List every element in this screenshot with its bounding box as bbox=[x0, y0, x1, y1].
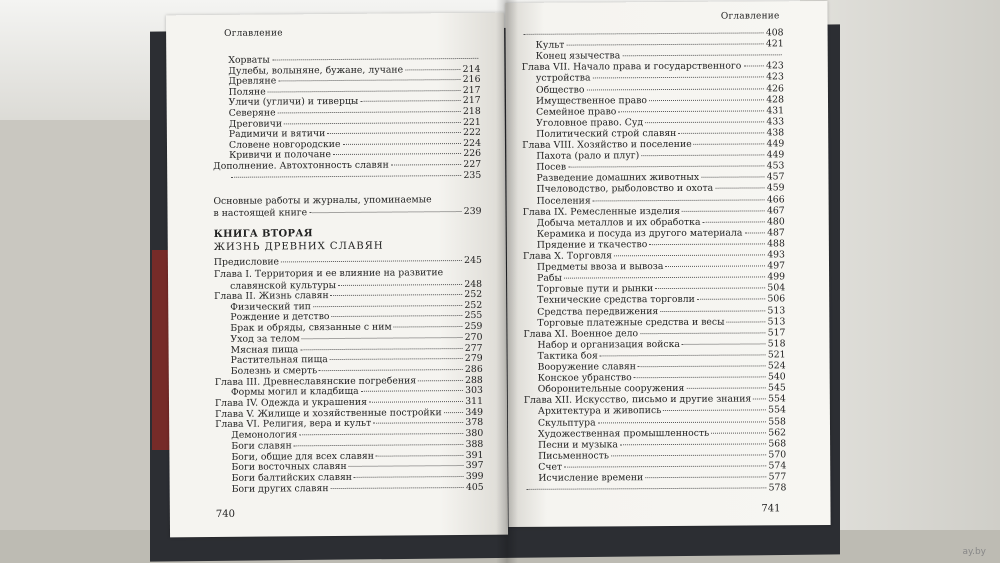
toc-entry-title: Письменность bbox=[538, 450, 609, 462]
toc-entry-page: 480 bbox=[766, 215, 785, 228]
leader-dots bbox=[701, 177, 765, 178]
toc-entry-page: 499 bbox=[767, 271, 786, 283]
toc-entry-title: Культ bbox=[535, 39, 565, 51]
toc-entry-page: 311 bbox=[465, 395, 484, 407]
leader-dots bbox=[686, 388, 766, 389]
toc-entry-page: 391 bbox=[465, 449, 484, 461]
leader-dots bbox=[373, 422, 463, 424]
toc-entry-page: 518 bbox=[767, 338, 786, 350]
toc-entry-page: 433 bbox=[766, 116, 785, 128]
toc-entry-page: 218 bbox=[462, 105, 481, 118]
toc-entry-page: 513 bbox=[767, 315, 786, 327]
leader-dots bbox=[349, 465, 464, 467]
toc-entry-title: Словене новгородские bbox=[228, 138, 341, 151]
toc-entry-title: Прядение и ткачество bbox=[536, 239, 648, 251]
leader-dots bbox=[278, 79, 461, 81]
leader-dots bbox=[564, 277, 765, 279]
toc-entry-title: Глава VIII. Хозяйство и поселение bbox=[522, 138, 692, 151]
toc-entry-title: Глава V. Жилище и хозяйственные постройки bbox=[215, 406, 442, 420]
toc-entry-title: Глава III. Древнеславянские погребения bbox=[214, 374, 417, 388]
toc-entry-title: Рабы bbox=[537, 272, 562, 284]
toc-entry bbox=[232, 481, 484, 495]
toc-entry-title: Дреговичи bbox=[228, 118, 283, 130]
leader-dots bbox=[727, 321, 766, 322]
toc-entry-title: Боги, общие для всех славян bbox=[231, 450, 374, 463]
leader-dots bbox=[593, 77, 765, 79]
leader-dots bbox=[645, 476, 766, 478]
toc-entry-title: Глава VI. Религия, вера и культ bbox=[215, 418, 372, 431]
preface-entry: Предисловие 245 bbox=[213, 254, 482, 268]
leader-dots bbox=[566, 44, 763, 46]
leader-dots bbox=[586, 88, 764, 90]
left-folio: 740 bbox=[215, 508, 236, 520]
leader-dots bbox=[697, 299, 766, 300]
leader-dots bbox=[405, 69, 461, 70]
toc-entry-page: 221 bbox=[463, 116, 481, 128]
toc-entry-page: 517 bbox=[767, 326, 786, 339]
toc-entry-title: Исчисление времени bbox=[538, 472, 644, 484]
toc-entry-title: Глава IX. Ремесленные изделия bbox=[522, 205, 681, 218]
toc-entry-page: 504 bbox=[767, 282, 786, 294]
toc-entry-page: 493 bbox=[767, 249, 785, 261]
toc-entry-title: Оборонительные сооружения bbox=[537, 383, 685, 395]
toc-entry-page: 421 bbox=[765, 38, 784, 50]
toc-entry-page: 399 bbox=[465, 470, 484, 482]
leader-dots bbox=[394, 326, 463, 328]
toc-entry-page: 431 bbox=[766, 104, 785, 117]
toc-entry-page: 216 bbox=[462, 74, 481, 86]
toc-entry-page: 303 bbox=[465, 385, 483, 397]
toc-entry-page: 423 bbox=[766, 71, 784, 83]
toc-entry-title: Тактика боя bbox=[537, 350, 598, 362]
toc-entry-page: 217 bbox=[462, 95, 481, 107]
toc-entry-title: Конец язычества bbox=[535, 50, 621, 62]
toc-entry-title: Вооружение славян bbox=[537, 361, 636, 373]
works-line-1: Основные работы и журналы, упоминаемые bbox=[213, 194, 432, 207]
left-running-head: Оглавление bbox=[224, 28, 283, 39]
toc-entry-title: Разведение домашних животных bbox=[536, 172, 700, 185]
toc-entry-title: Глава II. Жизнь славян bbox=[214, 290, 329, 302]
toc-entry-page: 554 bbox=[768, 404, 786, 416]
toc-entry-page: 378 bbox=[465, 417, 484, 429]
leader-dots bbox=[299, 433, 463, 435]
toc-entry-title: Радимичи и вятичи bbox=[228, 128, 326, 141]
toc-entry-page: 380 bbox=[465, 427, 484, 440]
toc-entry-page: 428 bbox=[766, 93, 785, 105]
right-page bbox=[505, 1, 830, 527]
chapter-1-line-2: славянской культуры 248 bbox=[230, 278, 483, 292]
toc-entry-page: 459 bbox=[766, 182, 785, 194]
toc-entry-title: Технические средства торговли bbox=[537, 294, 695, 307]
toc-entry-title: Болезнь и смерть bbox=[230, 365, 318, 377]
leader-dots bbox=[622, 54, 781, 56]
toc-entry-title: Скульптура bbox=[537, 416, 596, 429]
toc-entry-title: Формы могил и кладбища bbox=[230, 386, 359, 399]
toc-entry-page: 562 bbox=[768, 426, 787, 438]
toc-entry-page: 545 bbox=[767, 382, 786, 394]
leader-dots bbox=[634, 376, 766, 378]
leader-dots bbox=[645, 121, 764, 123]
toc-entry-title: устройства bbox=[535, 72, 591, 85]
leader-dots bbox=[743, 66, 764, 67]
toc-entry-page: 540 bbox=[767, 371, 786, 383]
toc-entry-page: 252 bbox=[464, 299, 483, 311]
leader-dots bbox=[620, 443, 766, 445]
toc-entry-title: Дулебы, волыняне, бужане, лучане bbox=[228, 64, 404, 77]
toc-entry-title: Торговые пути и рынки bbox=[537, 283, 654, 296]
chapter-1-line-1: Глава I. Территория и ее влияние на развитие bbox=[213, 267, 444, 280]
toc-entry-page: 554 bbox=[768, 393, 786, 405]
leader-dots bbox=[711, 432, 766, 433]
toc-entry-page: 577 bbox=[768, 471, 787, 483]
leader-dots bbox=[278, 111, 461, 113]
leader-dots bbox=[332, 315, 463, 317]
leader-dots bbox=[663, 410, 766, 412]
leader-dots bbox=[231, 175, 461, 178]
toc-entry-page: 222 bbox=[463, 127, 481, 139]
watermark: ay.by bbox=[962, 547, 986, 557]
toc-entry-title: Архитектура и живопись bbox=[537, 405, 662, 418]
toc-entry-page: 568 bbox=[768, 437, 787, 450]
leader-dots bbox=[702, 221, 765, 222]
toc-entry-title: Глава XII. Искусство, письмо и другие знания bbox=[523, 393, 752, 407]
leader-dots bbox=[330, 358, 463, 360]
toc-entry-title: Торговые платежные средства и весы bbox=[537, 316, 725, 329]
toc-entry-page: 286 bbox=[464, 363, 483, 375]
leader-dots bbox=[649, 243, 765, 245]
leader-dots bbox=[272, 58, 479, 61]
leader-dots bbox=[342, 143, 461, 145]
toc-entry-page: 449 bbox=[766, 138, 785, 150]
toc-entry-page: 467 bbox=[766, 204, 785, 216]
leader-dots bbox=[638, 365, 766, 367]
toc-entry-page: 227 bbox=[463, 158, 482, 171]
toc-entry-title: Растительная пища bbox=[230, 354, 328, 367]
book-title: КНИГА ВТОРАЯ bbox=[213, 228, 313, 240]
leader-dots bbox=[598, 421, 767, 423]
toc-entry-title: Художественная промышленность bbox=[538, 427, 710, 440]
toc-entry-title: Посев bbox=[536, 161, 567, 173]
right-folio: 741 bbox=[761, 503, 781, 515]
toc-entry-page: 270 bbox=[464, 331, 483, 343]
toc-entry-title: Брак и обряды, связанные с ним bbox=[230, 321, 392, 334]
leader-dots bbox=[641, 155, 764, 157]
toc-entry-title: Северяне bbox=[228, 107, 276, 119]
leader-dots bbox=[600, 354, 766, 356]
toc-entry-page: 349 bbox=[465, 406, 484, 418]
toc-entry-page: 488 bbox=[767, 238, 785, 250]
toc-entry-title: Поселения bbox=[536, 194, 591, 207]
toc-entry-title: Рождение и детство bbox=[230, 311, 330, 324]
leader-dots bbox=[376, 455, 464, 457]
toc-entry-title: Добыча металлов и их обработка bbox=[536, 216, 701, 229]
toc-entry-page: 513 bbox=[767, 304, 786, 316]
toc-entry-title: Уличи (угличи) и тиверцы bbox=[228, 96, 359, 109]
leader-dots bbox=[655, 288, 765, 290]
leader-dots bbox=[327, 132, 461, 134]
toc-entry-title: Имущественное право bbox=[535, 94, 648, 107]
book-subtitle: ЖИЗНЬ ДРЕВНИХ СЛАВЯН bbox=[213, 240, 384, 253]
left-page bbox=[166, 13, 508, 538]
toc-entry-page: 214 bbox=[462, 63, 481, 75]
toc-entry-title: Пчеловодство, рыболовство и охота bbox=[536, 183, 714, 196]
leader-dots bbox=[360, 100, 461, 102]
toc-entry-page: 438 bbox=[766, 127, 785, 139]
toc-entry-title: Предметы ввоза и вывоза bbox=[536, 261, 664, 273]
toc-entry-title: Дополнение. Автохтонность славян bbox=[213, 159, 389, 172]
toc-entry-page: 449 bbox=[766, 149, 785, 161]
toc-entry-title: Поляне bbox=[228, 86, 266, 98]
leader-dots bbox=[640, 332, 766, 334]
toc-entry-title: Мясная пища bbox=[230, 343, 299, 356]
leader-dots bbox=[678, 132, 764, 134]
leader-dots bbox=[330, 487, 463, 489]
leader-dots bbox=[649, 99, 764, 101]
toc-entry-title: Физический тип bbox=[230, 300, 312, 313]
toc-entry-title: Глава IV. Одежда и украшения bbox=[214, 396, 368, 409]
works-line-2: в настоящей книге 239 bbox=[213, 205, 482, 219]
toc-entry-title: Боги балтийских славян bbox=[231, 471, 353, 484]
toc-entry-page: 570 bbox=[768, 449, 787, 461]
toc-entry-page: 506 bbox=[767, 293, 786, 305]
toc-entry-title: Керамика и посуда из другого материала bbox=[536, 227, 743, 240]
toc-entry-page: 466 bbox=[766, 193, 785, 205]
toc-entry-page: 405 bbox=[465, 481, 484, 493]
leader-dots bbox=[302, 337, 463, 339]
toc-entry-title: Глава X. Торговля bbox=[522, 250, 613, 262]
toc-entry-title: Боги других славян bbox=[231, 482, 329, 495]
leader-dots bbox=[331, 294, 463, 296]
toc-entry-title: Семейное право bbox=[536, 105, 617, 118]
toc-entry-title: Конское убранство bbox=[537, 372, 632, 384]
leader-dots bbox=[682, 343, 766, 345]
leader-dots bbox=[744, 232, 765, 233]
toc-entry-title: Песни и музыка bbox=[538, 438, 618, 451]
leader-dots bbox=[753, 399, 766, 400]
toc-entry-page: 423 bbox=[766, 60, 784, 72]
toc-entry-page: 578 bbox=[768, 482, 787, 494]
leader-dots bbox=[369, 401, 463, 403]
toc-entry-page: 521 bbox=[767, 349, 786, 361]
toc-entry-title: Глава VII. Начало права и государственного bbox=[521, 60, 742, 74]
toc-entry-title: Боги восточных славян bbox=[231, 461, 347, 474]
toc-entry-page: 497 bbox=[767, 260, 786, 272]
leader-dots bbox=[418, 380, 463, 381]
leader-dots bbox=[568, 166, 765, 168]
toc-entry-title: Демонология bbox=[231, 429, 298, 441]
toc-entry-page: 426 bbox=[766, 82, 784, 94]
toc-entry-page: 255 bbox=[464, 310, 483, 322]
leader-dots bbox=[294, 444, 464, 446]
leader-dots bbox=[665, 265, 765, 267]
leader-dots bbox=[611, 454, 767, 456]
toc-entry-title: Уголовное право. Суд bbox=[536, 116, 644, 129]
toc-entry-title: Боги славян bbox=[231, 440, 292, 452]
leader-dots bbox=[524, 32, 764, 34]
leader-dots bbox=[444, 412, 464, 413]
toc-entry-title: Общество bbox=[535, 84, 585, 96]
toc-entry bbox=[524, 482, 786, 496]
toc-entry-page: 259 bbox=[464, 320, 483, 333]
toc-entry-title: Глава XI. Военное дело bbox=[523, 327, 639, 340]
toc-entry-page: 524 bbox=[767, 360, 786, 372]
leader-dots bbox=[300, 348, 463, 350]
leader-dots bbox=[319, 369, 463, 371]
toc-entry-page: 408 bbox=[765, 27, 784, 39]
leader-dots bbox=[564, 465, 766, 467]
toc-entry-page: 217 bbox=[462, 84, 481, 96]
toc-entry-page: 397 bbox=[465, 460, 484, 472]
leader-dots bbox=[618, 110, 764, 112]
right-running-head: Оглавление bbox=[720, 11, 780, 22]
toc-entry-page: 252 bbox=[464, 288, 483, 300]
toc-entry-title: Уход за телом bbox=[230, 333, 300, 345]
leader-dots bbox=[660, 310, 765, 312]
toc-entry bbox=[229, 169, 481, 183]
toc-entry-page: 487 bbox=[767, 227, 785, 239]
toc-entry-page: 277 bbox=[464, 342, 483, 354]
leader-dots bbox=[268, 90, 461, 93]
toc-entry-page: 224 bbox=[463, 137, 482, 149]
toc-entry-page: 558 bbox=[768, 415, 786, 427]
toc-entry-page: 453 bbox=[766, 160, 785, 172]
toc-entry-page: 457 bbox=[766, 171, 785, 183]
toc-entry-page: 388 bbox=[465, 438, 484, 450]
toc-entry-title: Средства передвижения bbox=[537, 305, 659, 318]
toc-entry-title: Пахота (рало и плуг) bbox=[536, 150, 640, 162]
leader-dots bbox=[354, 476, 464, 478]
toc-entry-page: 574 bbox=[768, 460, 787, 472]
leader-dots bbox=[333, 153, 461, 155]
leader-dots bbox=[682, 210, 765, 212]
leader-dots bbox=[313, 305, 463, 307]
leader-dots bbox=[284, 122, 461, 124]
toc-entry-title: Политический строй славян bbox=[536, 127, 677, 140]
toc-entry-title: Хорваты bbox=[228, 54, 270, 66]
toc-entry-title: Набор и организация войска bbox=[537, 338, 680, 351]
toc-entry-page: 288 bbox=[465, 374, 483, 386]
toc-entry-page: 235 bbox=[463, 169, 482, 181]
toc-entry-title: Кривичи и полочане bbox=[229, 149, 332, 162]
gutter-shadow bbox=[496, 0, 518, 563]
toc-entry-title: Древляне bbox=[228, 75, 277, 88]
leader-dots bbox=[526, 487, 766, 489]
leader-dots bbox=[715, 188, 765, 189]
toc-entry-page: 279 bbox=[464, 353, 483, 365]
toc-entry-page: 226 bbox=[463, 148, 482, 160]
leader-dots bbox=[391, 164, 462, 166]
leader-dots bbox=[593, 199, 765, 201]
leader-dots bbox=[694, 143, 765, 144]
toc-entry-title: Счет bbox=[538, 461, 563, 473]
leader-dots bbox=[361, 390, 464, 392]
leader-dots bbox=[614, 254, 765, 256]
